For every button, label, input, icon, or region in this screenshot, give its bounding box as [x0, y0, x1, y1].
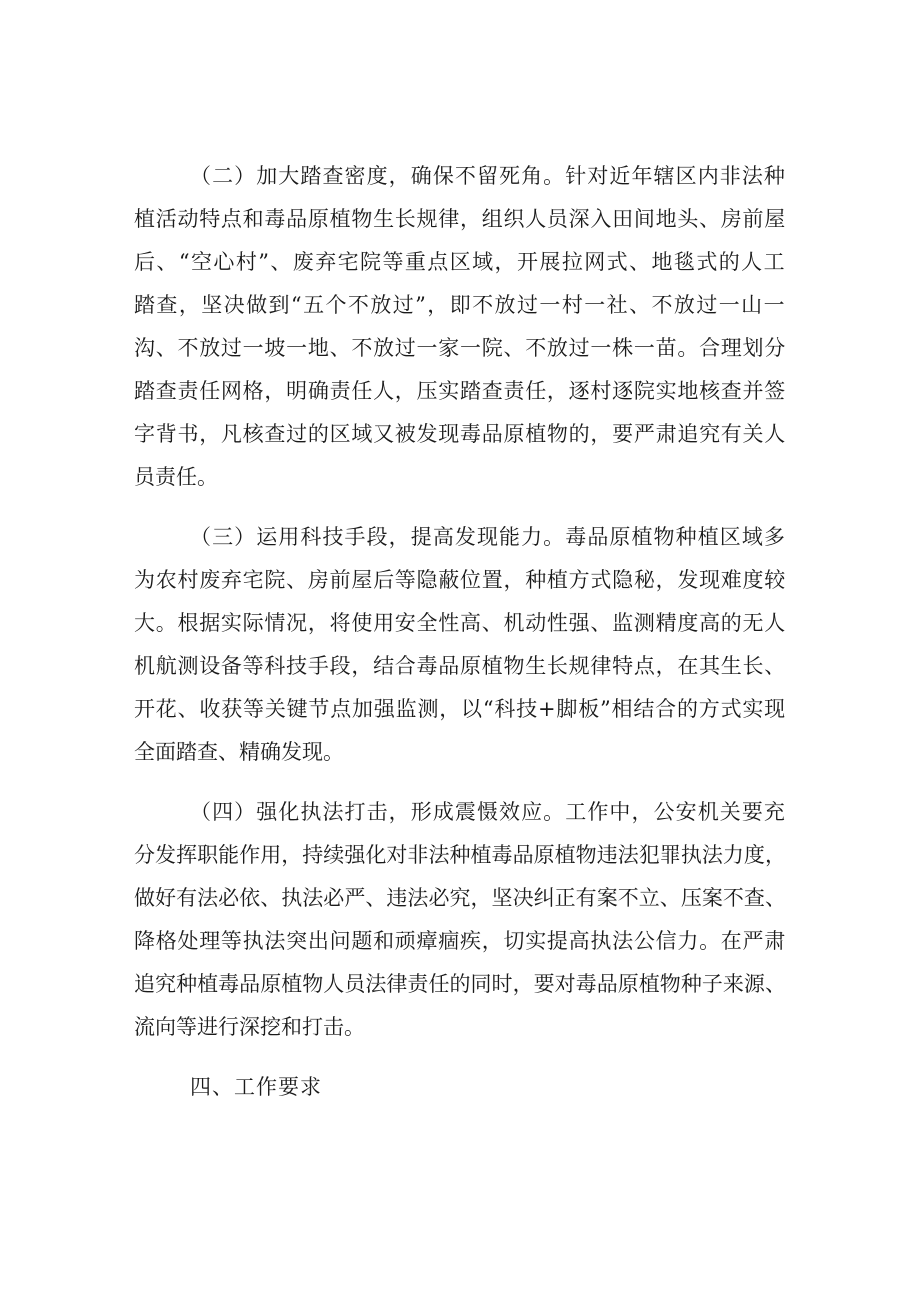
paragraph-3-line-5: [0, 968, 920, 1008]
paragraph-text: 机航测设备等科技手段，结合毒品原植物生长规律特点，在其生长、: [134, 654, 786, 678]
paragraph-text: 踏查，坚决做到“五个不放过”，即不放过一村一社、不放过一山一: [134, 293, 786, 317]
paragraph-1-line-1: [0, 160, 920, 200]
paragraph-3-line-1: [0, 796, 920, 836]
paragraph-text: 字背书，凡核查过的区域又被发现毒品原植物的，要严肃追究有关人: [134, 422, 786, 446]
paragraph-2-line-4: [0, 650, 920, 690]
paragraph-3-line-3: [0, 882, 920, 922]
paragraph-1-line-5: [0, 332, 920, 372]
paragraph-text: （四）强化执法打击，形成震慑效应。工作中，公安机关要充: [190, 800, 786, 824]
paragraph-text: （二）加大踏查密度，确保不留死角。针对近年辖区内非法种: [190, 164, 786, 188]
paragraph-text: （三）运用科技手段，提高发现能力。毒品原植物种植区域多: [190, 525, 786, 549]
paragraph-1-line-4: [0, 289, 920, 329]
paragraph-2-line-5: [0, 693, 920, 733]
paragraph-text: 全面踏查、精确发现。: [134, 740, 344, 764]
paragraph-text: 分发挥职能作用，持续强化对非法种植毒品原植物违法犯罪执法力度，: [134, 843, 786, 867]
paragraph-3-line-2: [0, 839, 920, 879]
paragraph-1-line-6: [0, 375, 920, 415]
paragraph-text: 做好有法必依、执法必严、违法必究，坚决纠正有案不立、压案不查、: [134, 886, 786, 910]
paragraph-2-line-2: [0, 564, 920, 604]
paragraph-1-line-2: [0, 203, 920, 243]
paragraph-text: 流向等进行深挖和打击。: [134, 1015, 365, 1039]
paragraph-text: 沟、不放过一坡一地、不放过一家一院、不放过一株一苗。合理划分: [134, 336, 786, 360]
paragraph-2-line-1: [0, 521, 920, 561]
paragraph-3-line-6: [0, 1011, 920, 1051]
paragraph-1-line-8: [0, 461, 920, 501]
paragraph-text: 植活动特点和毒品原植物生长规律，组织人员深入田间地头、房前屋: [134, 207, 786, 231]
paragraph-1-line-3: [0, 246, 920, 286]
paragraph-text: 后、“空心村”、废弃宅院等重点区域，开展拉网式、地毯式的人工: [134, 250, 786, 274]
paragraph-text: 降格处理等执法突出问题和顽瘴痼疾，切实提高执法公信力。在严肃: [134, 929, 786, 953]
paragraph-text: 开花、收获等关键节点加强监测，以“科技+脚板”相结合的方式实现: [134, 697, 786, 721]
section-heading-line: [0, 1071, 920, 1111]
paragraph-3-line-4: [0, 925, 920, 965]
paragraph-text: 员责任。: [134, 465, 218, 489]
section-heading: 四、工作要求: [190, 1075, 322, 1099]
paragraph-text: 追究种植毒品原植物人员法律责任的同时，要对毒品原植物种子来源、: [134, 972, 786, 996]
paragraph-text: 大。根据实际情况，将使用安全性高、机动性强、监测精度高的无人: [134, 611, 786, 635]
paragraph-text: 为农村废弃宅院、房前屋后等隐蔽位置，种植方式隐秘，发现难度较: [134, 568, 786, 592]
paragraph-1-line-7: [0, 418, 920, 458]
paragraph-text: 踏查责任网格，明确责任人，压实踏查责任，逐村逐院实地核查并签: [134, 379, 786, 403]
paragraph-2-line-3: [0, 607, 920, 647]
paragraph-2-line-6: [0, 736, 920, 776]
